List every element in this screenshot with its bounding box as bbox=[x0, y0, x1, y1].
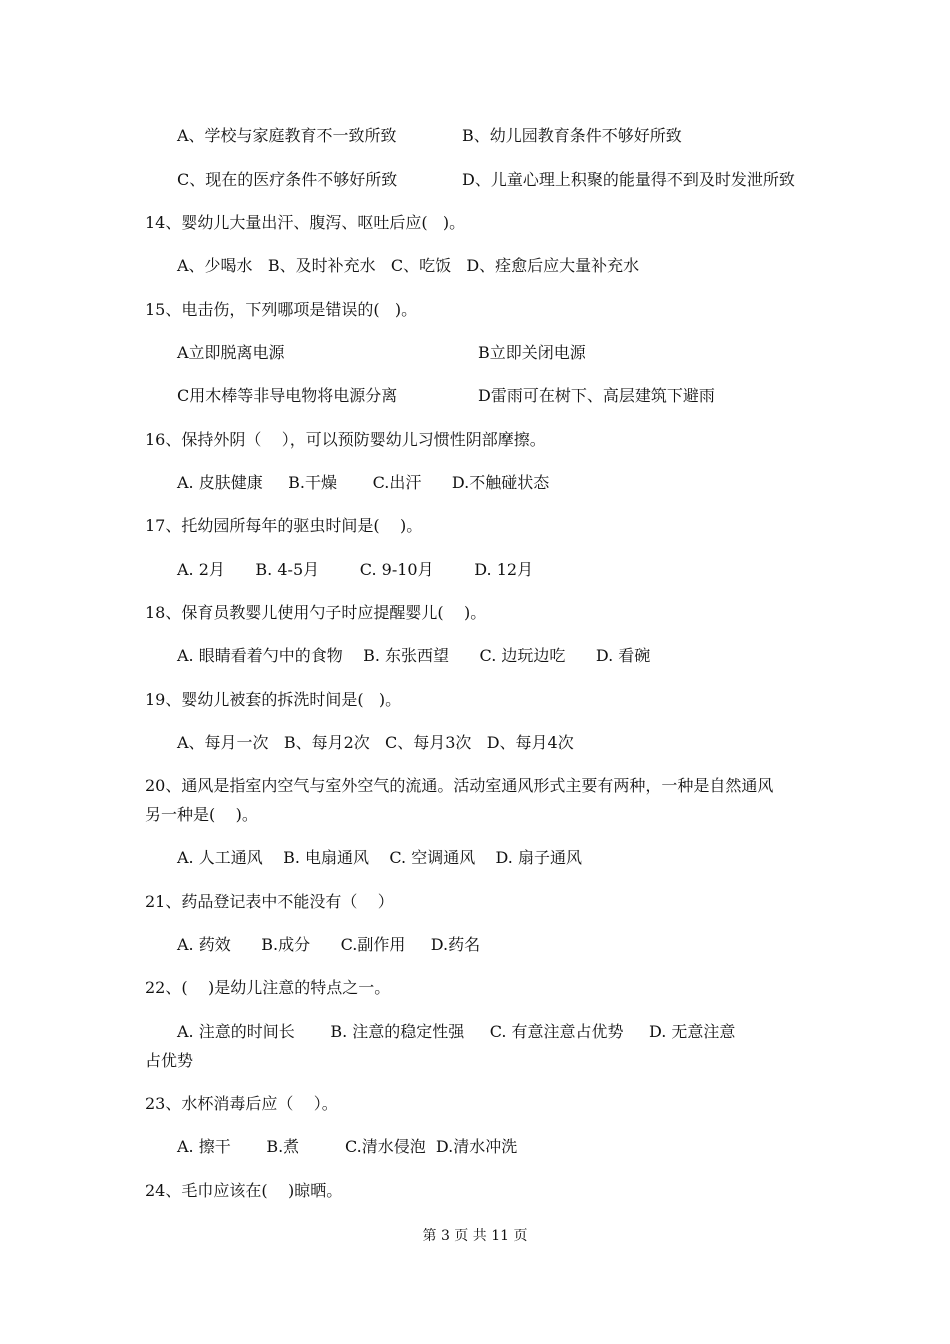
q18-stem: 18、保育员教婴儿使用勺子时应提醒婴儿( )。 bbox=[145, 603, 487, 622]
q15-option-c: C用木棒等非导电物将电源分离 bbox=[177, 386, 398, 405]
q15-stem: 15、电击伤，下列哪项是错误的( )。 bbox=[145, 300, 418, 319]
q15-option-b: B立即关闭电源 bbox=[478, 343, 586, 362]
q21-stem: 21、药品登记表中不能没有（ ） bbox=[145, 892, 394, 911]
q14-stem: 14、婴幼儿大量出汗、腹泻、呕吐后应( )。 bbox=[145, 213, 466, 232]
q22-options-line-1: A. 注意的时间长 B. 注意的稳定性强 C. 有意注意占优势 D. 无意注意 bbox=[177, 1022, 736, 1041]
q13-option-b: B、幼儿园教育条件不够好所致 bbox=[462, 126, 682, 145]
q18-options: A. 眼睛看着勺中的食物 B. 东张西望 C. 边玩边吃 D. 看碗 bbox=[177, 646, 651, 665]
q13-option-c: C、现在的医疗条件不够好所致 bbox=[177, 170, 398, 189]
q19-options: A、每月一次 B、每月2次 C、每月3次 D、每月4次 bbox=[177, 733, 574, 752]
q17-options: A. 2月 B. 4-5月 C. 9-10月 D. 12月 bbox=[177, 560, 534, 579]
q20-stem-line-2: 另一种是( )。 bbox=[145, 805, 258, 824]
q21-options: A. 药效 B.成分 C.副作用 D.药名 bbox=[177, 935, 481, 954]
q23-options: A. 擦干 B.煮 C.清水侵泡 D.清水冲洗 bbox=[177, 1137, 518, 1156]
q15-option-d: D雷雨可在树下、高层建筑下避雨 bbox=[478, 386, 715, 405]
q13-option-a: A、学校与家庭教育不一致所致 bbox=[177, 126, 397, 145]
q20-stem-line-1: 20、通风是指室内空气与室外空气的流通。活动室通风形式主要有两种，一种是自然通风 bbox=[145, 776, 774, 795]
q13-option-d: D、儿童心理上积聚的能量得不到及时发泄所致 bbox=[462, 170, 795, 189]
q24-stem: 24、毛巾应该在( )晾晒。 bbox=[145, 1181, 343, 1200]
q23-stem: 23、水杯消毒后应（ ）。 bbox=[145, 1094, 338, 1113]
q19-stem: 19、婴幼儿被套的拆洗时间是( )。 bbox=[145, 690, 402, 709]
q15-option-a: A立即脱离电源 bbox=[177, 343, 285, 362]
q20-options: A. 人工通风 B. 电扇通风 C. 空调通风 D. 扇子通风 bbox=[177, 848, 582, 867]
q17-stem: 17、托幼园所每年的驱虫时间是( )。 bbox=[145, 516, 423, 535]
q14-options: A、少喝水 B、及时补充水 C、吃饭 D、痊愈后应大量补充水 bbox=[177, 256, 640, 275]
q16-stem: 16、保持外阴（ ），可以预防婴幼儿习惯性阴部摩擦。 bbox=[145, 430, 546, 449]
q16-options: A. 皮肤健康 B.干燥 C.出汗 D.不触碰状态 bbox=[177, 473, 550, 492]
q22-stem: 22、( )是幼儿注意的特点之一。 bbox=[145, 978, 391, 997]
q22-options-line-2: 占优势 bbox=[145, 1051, 194, 1070]
page-footer: 第 3 页 共 11 页 bbox=[422, 1228, 528, 1244]
